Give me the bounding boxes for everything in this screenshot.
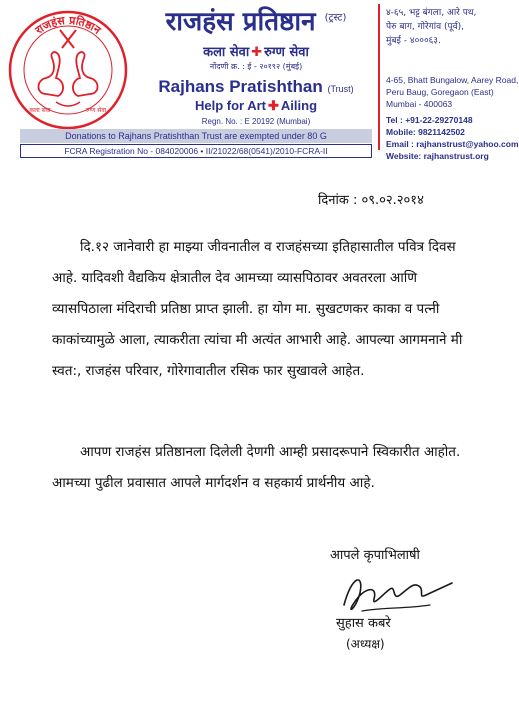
tagline-marathi-art: कला सेवा bbox=[203, 45, 250, 60]
divider bbox=[378, 4, 380, 150]
tagline-marathi bbox=[140, 42, 372, 60]
trust-label-english: (Trust) bbox=[327, 84, 354, 94]
contact-details bbox=[386, 114, 519, 162]
logo-text-right: रुग्ण सेवा bbox=[85, 107, 107, 114]
letter-date: दिनांक : ०९.०२.२०१४ bbox=[318, 193, 424, 208]
tagline-marathi-ailing: रुग्ण सेवा bbox=[264, 45, 309, 60]
logo-text-left: कला सेवा bbox=[29, 107, 51, 114]
registration-marathi: नोंदणी क्र. : ई - २०१९२ (मुंबई) bbox=[209, 62, 303, 71]
letter-paragraph: आपण राजहंस प्रतिष्ठानला दिलेली देणगी आम्ही प्रसादरूपाने स्विकारीत आहोत. आमच्या पुढील प्रवासात आपले मार्गदर्शन व सहकार्य प्रार्थनीय आहे. bbox=[52, 444, 461, 491]
trust-name-marathi-text: राजहंस प्रतिष्ठान bbox=[165, 7, 316, 37]
address-line: मुंबई - ४०००६३. bbox=[386, 36, 441, 46]
signatory-title: (अध्यक्ष) bbox=[346, 637, 385, 651]
address-line: Mumbai - 400063 bbox=[386, 99, 453, 109]
letter-paragraph: दि.१२ जानेवारी हा माझ्या जीवनातील व राजहंसच्या इतिहासातील पवित्र दिवस आहे. यादिवशी वैद्यकिय क्षेत्रातील देव आमच्या व्यासपिठावर अवतरला आणि व्यासपिठाला मंदिराची प्रतिष्ठा प्राप्त झाली. हा योग मा. सुखटणकर काका व पत्नी काकांच्यामुळे आला, त्याकरीता त्यांचा मी अत्यंत आभारी आहे. आपल्या आगमनाने मी स्वत:, राजहंस परिवार, गोरेगावातील रसिक फार सुखावले आहेत. bbox=[52, 239, 463, 379]
logo-text-top: राजहंस प्रतिष्ठान bbox=[32, 13, 104, 37]
tagline-english-art: Help for Art bbox=[194, 98, 266, 113]
trust-name-marathi bbox=[140, 2, 372, 38]
tagline-english-ailing: Ailing bbox=[280, 98, 318, 113]
registration-english: Regn. No. : E 20192 (Mumbai) bbox=[201, 117, 311, 126]
website: Website: rajhanstrust.org bbox=[386, 151, 489, 161]
signatory-name: सुहास कबरे bbox=[336, 616, 391, 631]
fcra-registration-band: FCRA Registration No - 084020006 • II/21022/68(0541)/2010-FCRA-II bbox=[20, 144, 372, 158]
trust-name-english bbox=[140, 77, 372, 97]
donation-exemption-band: Donations to Rajhans Pratishthan Trust are exempted under 80 G bbox=[20, 129, 372, 143]
red-cross-icon: ✚ bbox=[268, 98, 279, 113]
trust-label-marathi: (ट्रस्ट) bbox=[324, 12, 347, 24]
address-line: पेरु बाग, गोरेगांव (पूर्व), bbox=[386, 22, 464, 32]
email: Email : rajhanstrust@yahoo.com bbox=[386, 139, 519, 149]
trust-name-english-text: Rajhans Pratishthan bbox=[158, 77, 323, 96]
trust-logo bbox=[6, 8, 130, 132]
address-line: ४-६५, भट्ट बंगला, आरे पथ, bbox=[386, 8, 477, 18]
tagline-english bbox=[140, 98, 372, 114]
address-line: 4-65, Bhatt Bungalow, Aarey Road, bbox=[386, 75, 519, 85]
letter-closing: आपले कृपाभिलाषी bbox=[330, 548, 420, 563]
mobile: Mobile: 9821142502 bbox=[386, 127, 465, 137]
address-marathi bbox=[386, 6, 476, 48]
telephone: Tel : +91-22-29270148 bbox=[386, 115, 473, 125]
address-english bbox=[386, 74, 518, 110]
address-line: Peru Baug, Goregaon (East) bbox=[386, 87, 494, 97]
red-cross-icon: ✚ bbox=[251, 45, 263, 60]
